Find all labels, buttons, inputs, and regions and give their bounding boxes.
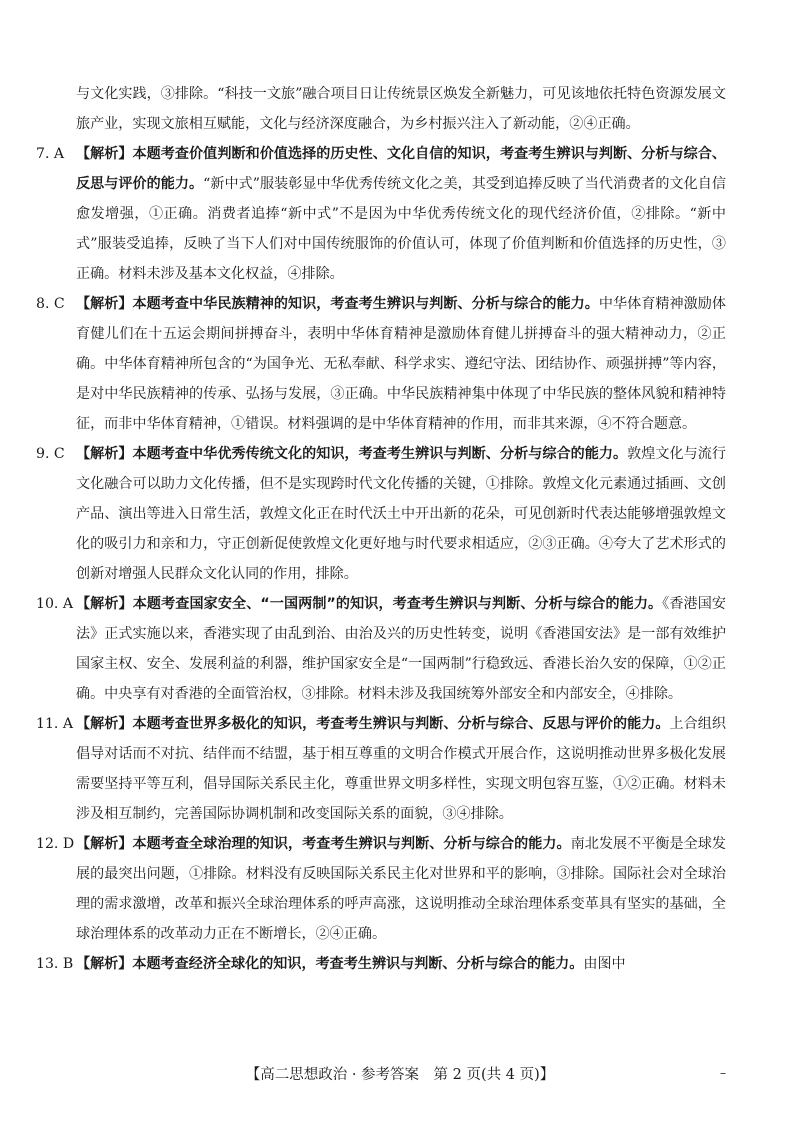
item-text: 由图中 (583, 956, 626, 972)
item-text: 《香港国安法》正式实施以来，香港实现了由乱到治、由治及兴的历史性转变，说明《香港国安法》是一部有效维护国家主权、安全、发展利益的利器，维护国家安全是“一国两制”行稳致远、香港长治久安的保障，①②正确。中央享有对香港的全面管治权，③排除。材料未涉及我国统筹外部安全和内部安全，④排除。 (76, 596, 726, 702)
answer-item-11 (36, 710, 727, 822)
item-text: 中华体育精神激励体育健儿们在十五运会期间拼搏奋斗，表明中华体育精神是激励体育健儿拼搏奋斗的强大精神动力，②正确。中华体育精神所包含的“为国争光、无私奉献、科学求实、遵纪守法、团结协作、顽强拼搏”等内容，是对中华民族精神的传承、弘扬与发展，③正确。中华民族精神集中体现了中华民族的整体风貌和精神特征，而非中华体育精神，①错误。材料强调的是中华体育精神的作用，而非其来源，④不符合题意。 (76, 296, 727, 432)
item-body (76, 290, 726, 440)
item-tag: 【解析】 (76, 716, 133, 732)
answer-item-10 (36, 590, 726, 702)
item-number: 9. C (36, 446, 65, 462)
item-lead: 本题考查中华优秀传统文化的知识，考查考生辨识与判断、分析与综合的能力。 (132, 446, 628, 462)
item-tag: 【解析】 (76, 296, 133, 312)
item-lead: 本题考查中华民族精神的知识，考查考生辨识与判断、分析与综合的能力。 (132, 296, 599, 312)
page-footer: 【高二思想政治 · 参考答案 第 2 页(共 4 页)】 (245, 1067, 555, 1083)
item-number: 8. C (36, 296, 65, 312)
answer-item-9 (36, 440, 727, 582)
intro-paragraph: 与文化实践，③排除。“科技一文旅”融合项目日让传统景区焕发全新魅力，可见该地依托特色资源发展文旅产业，实现文旅相互赋能，文化与经济深度融合，为乡村振兴注入了新动能，②④正确。 (76, 86, 726, 132)
item-lead: 本题考查价值判断和价值选择的历史性、文化自信的知识，考查考生辨识与判断、分析与综合、反思与评价的能力。 (76, 146, 727, 192)
item-number: 11. A (36, 716, 74, 732)
item-tag: 【解析】 (76, 956, 133, 972)
item-body (76, 710, 726, 830)
item-text: 敦煌文化与流行文化融合可以助力文化传播，但不是实现跨时代文化传播的关键，①排除。敦煌文化元素通过插画、文创产品、演出等进入日常生活，敦煌文化正在时代沃土中开出新的花朵，可见创新时代表达能够增强敦煌文化的吸引力和亲和力，守正创新促使敦煌文化更好地与时代要求相适应，②③正确。④夸大了艺术形式的创新对增强人民群众文化认同的作用，排除。 (76, 446, 727, 582)
item-lead: 本题考查经济全球化的知识，考查考生辨识与判断、分析与综合的能力。 (132, 956, 584, 972)
item-body (76, 140, 726, 290)
item-text: “新中式”服装彰显中华优秀传统文化之美，其受到追捧反映了当代消费者的文化自信愈发增强，①正确。消费者追捧“新中式”不是因为中华优秀传统文化的现代经济价值，②排除。“新中式”服装受追捧，反映了当下人们对中国传统服饰的价值认可，体现了价值判断和价值选择的历史性，③正确。材料未涉及基本文化权益，④排除。 (76, 175, 726, 282)
item-body (76, 590, 726, 710)
item-text: 上合组织倡导对话而不对抗、结伴而不结盟，基于相互尊重的文明合作模式开展合作，这说明推动世界多极化发展需要坚持平等互利，倡导国际关系民主化，尊重世界文明多样性，实现文明包容互鉴，①②正确。材料未涉及相互制约，完善国际协调机制和改变国际关系的面貌，③④排除。 (76, 716, 727, 822)
answer-item-12 (36, 830, 727, 942)
item-number: 12. D (36, 836, 75, 852)
answer-item-8 (36, 290, 727, 432)
item-lead: 本题考查全球治理的知识，考查考生辨识与判断、分析与综合的能力。 (132, 836, 571, 852)
item-lead: 本题考查世界多极化的知识，考查考生辨识与判断、分析与综合、反思与评价的能力。 (132, 716, 670, 732)
answer-item-13 (36, 950, 726, 980)
corner-mark: – (720, 1066, 726, 1080)
item-body (76, 950, 726, 980)
item-number: 13. B (36, 956, 74, 972)
item-tag: 【解析】 (76, 146, 133, 162)
item-tag: 【解析】 (76, 836, 133, 852)
item-number: 7. A (36, 146, 65, 162)
item-number: 10. A (36, 596, 74, 612)
item-tag: 【解析】 (76, 446, 133, 462)
item-body (76, 830, 726, 950)
answer-item-7 (36, 140, 727, 282)
item-text: 南北发展不平衡是全球发展的最突出问题，①排除。材料没有反映国际关系民主化对世界和平的影响，③排除。国际社会对全球治理的需求激增，改革和振兴全球治理体系的呼声高涨，这说明推动全球治理体系变革具有坚实的基础，全球治理体系的改革动力正在不断增长，②④正确。 (76, 836, 727, 942)
item-body (76, 440, 726, 590)
item-lead: 本题考查国家安全、“一国两制”的知识，考查考生辨识与判断、分析与综合的能力。 (132, 596, 663, 612)
item-tag: 【解析】 (76, 596, 133, 612)
